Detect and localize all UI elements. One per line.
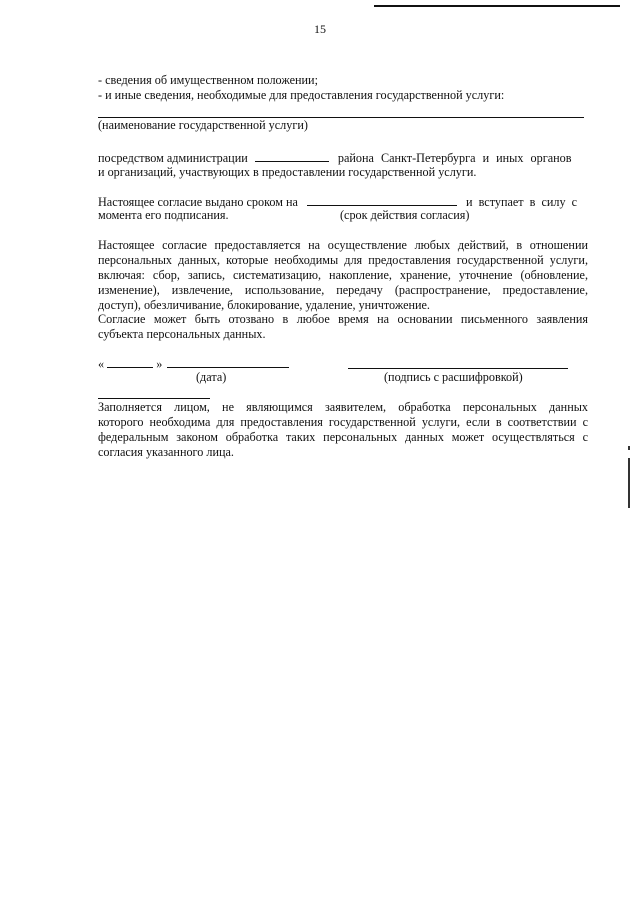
revoke-line-1: Согласие может быть отозвано в любое время на основании письменного заявления xyxy=(98,312,588,326)
list-item-other-info: - и иные сведения, необходимые для предоставления государственной услуги: xyxy=(98,88,505,102)
term-text-1: Настоящее согласие выдано сроком на xyxy=(98,195,298,209)
signature-line xyxy=(348,368,568,369)
consent-line-3: включая: сбор, запись, систематизацию, накопление, хранение, уточнение (обновление, xyxy=(98,268,588,282)
day-blank xyxy=(107,356,153,368)
consent-line-1: Настоящее согласие предоставляется на осуществление любых действий, в отношении xyxy=(98,238,588,252)
admin-line-2: и организаций, участвующих в предоставлении государственной услуги. xyxy=(98,165,477,179)
signature-caption: (подпись с расшифровкой) xyxy=(384,370,523,384)
service-name-caption: (наименование государственной услуги) xyxy=(98,118,308,132)
term-text-2: и вступает в силу с xyxy=(466,195,578,209)
admin-line-1 xyxy=(98,150,588,166)
consent-line-5: доступ), обезличивание, блокирование, удаление, уничтожение. xyxy=(98,298,430,312)
date-close-quote: » xyxy=(156,357,163,371)
top-rule xyxy=(374,5,620,7)
scan-edge-mark xyxy=(628,446,630,450)
list-item-property: - сведения об имущественном положении; xyxy=(98,73,318,87)
footnote-line-4: согласия указанного лица. xyxy=(98,445,234,459)
term-line-2 xyxy=(98,208,588,223)
district-blank xyxy=(255,150,329,162)
term-signing-text: момента его подписания. xyxy=(98,208,229,222)
date-caption: (дата) xyxy=(196,370,227,384)
admin-text-1: посредством администрации xyxy=(98,151,248,165)
consent-line-4: изменение), извлечение, использование, передачу (распространение, предоставление, xyxy=(98,283,588,297)
footnote-line-3: федеральным законом обработка таких персональных данных может осуществляться с xyxy=(98,430,588,444)
term-blank xyxy=(307,194,457,206)
admin-text-2: района Санкт-Петербурга и иных органов xyxy=(337,151,572,165)
footnote-separator xyxy=(98,398,210,399)
scan-edge-bar xyxy=(628,458,630,508)
date-open-quote: « xyxy=(98,357,105,371)
footnote-line-1: Заполняется лицом, не являющимся заявителем, обработка персональных данных xyxy=(98,400,588,414)
term-caption: (срок действия согласия) xyxy=(340,208,470,222)
revoke-line-2: субъекта персональных данных. xyxy=(98,327,266,341)
footnote-line-2: которого необходима для предоставления государственной услуги, если в соответствии с xyxy=(98,415,588,429)
month-year-blank xyxy=(167,356,289,368)
consent-line-2: персональных данных, которые необходимы для предоставления государственной услуги, xyxy=(98,253,588,267)
page-number: 15 xyxy=(314,22,326,36)
